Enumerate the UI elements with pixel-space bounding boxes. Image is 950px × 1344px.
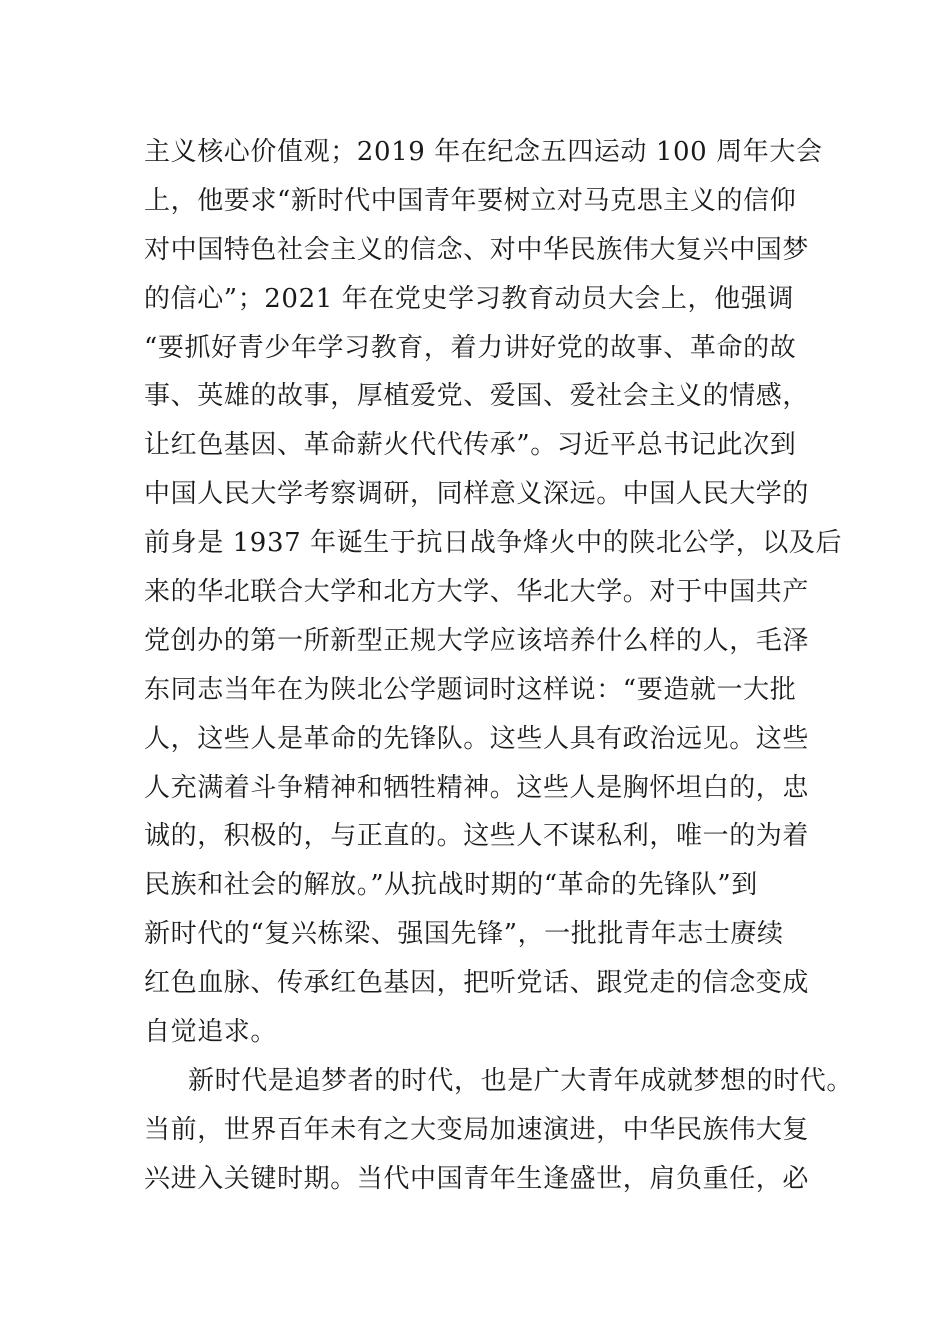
body-text (144, 128, 854, 1204)
text-line: 东同志当年在为陕北公学题词时这样说：“要造就一大批 (144, 674, 797, 705)
text-line: 的信心”；2021 年在党史学习教育动员大会上，他强调 (144, 283, 794, 314)
text-line: 中国人民大学考察调研，同样意义深远。中国人民大学的 (144, 479, 810, 510)
text-line: 新时代的“复兴栋梁、强国先锋”，一批批青年志士赓续 (144, 919, 784, 950)
text-line: 事、英雄的故事，厚植爱党、爱国、爱社会主义的情感， (144, 381, 810, 412)
text-line: 民族和社会的解放。”从抗战时期的“革命的先锋队”到 (144, 870, 758, 901)
text-line: 人，这些人是革命的先锋队。这些人具有政治远见。这些 (144, 723, 810, 754)
text-line: 红色血脉、传承红色基因，把听党话、跟党走的信念变成 (144, 968, 810, 999)
text-line: 让红色基因、革命薪火代代传承”。习近平总书记此次到 (144, 430, 797, 461)
text-line: 诚的，积极的，与正直的。这些人不谋私利，唯一的为着 (144, 821, 810, 852)
text-line: 当前，世界百年未有之大变局加速演进，中华民族伟大复 (144, 1114, 810, 1145)
text-line: 兴进入关键时期。当代中国青年生逢盛世，肩负重任，必 (144, 1163, 810, 1194)
text-line: 对中国特色社会主义的信念、对中华民族伟大复兴中国梦 (144, 234, 810, 265)
text-line: “要抓好青少年学习教育，着力讲好党的故事、革命的故 (144, 332, 797, 363)
text-line: 人充满着斗争精神和牺牲精神。这些人是胸怀坦白的，忠 (144, 772, 810, 803)
paragraph-first-line: 新时代是追梦者的时代，也是广大青年成就梦想的时代。 (188, 1065, 854, 1096)
text-line: 自觉追求。 (144, 1017, 278, 1048)
text-line: 主义核心价值观；2019 年在纪念五四运动 100 周年大会 (144, 137, 823, 167)
text-line: 党创办的第一所新型正规大学应该培养什么样的人，毛泽 (144, 625, 810, 656)
text-line: 上，他要求“新时代中国青年要树立对马克思主义的信仰 (144, 185, 797, 216)
text-line: 来的华北联合大学和北方大学、华北大学。对于中国共产 (144, 577, 810, 608)
text-line: 前身是 1937 年诞生于抗日战争烽火中的陕北公学，以及后 (144, 528, 843, 559)
